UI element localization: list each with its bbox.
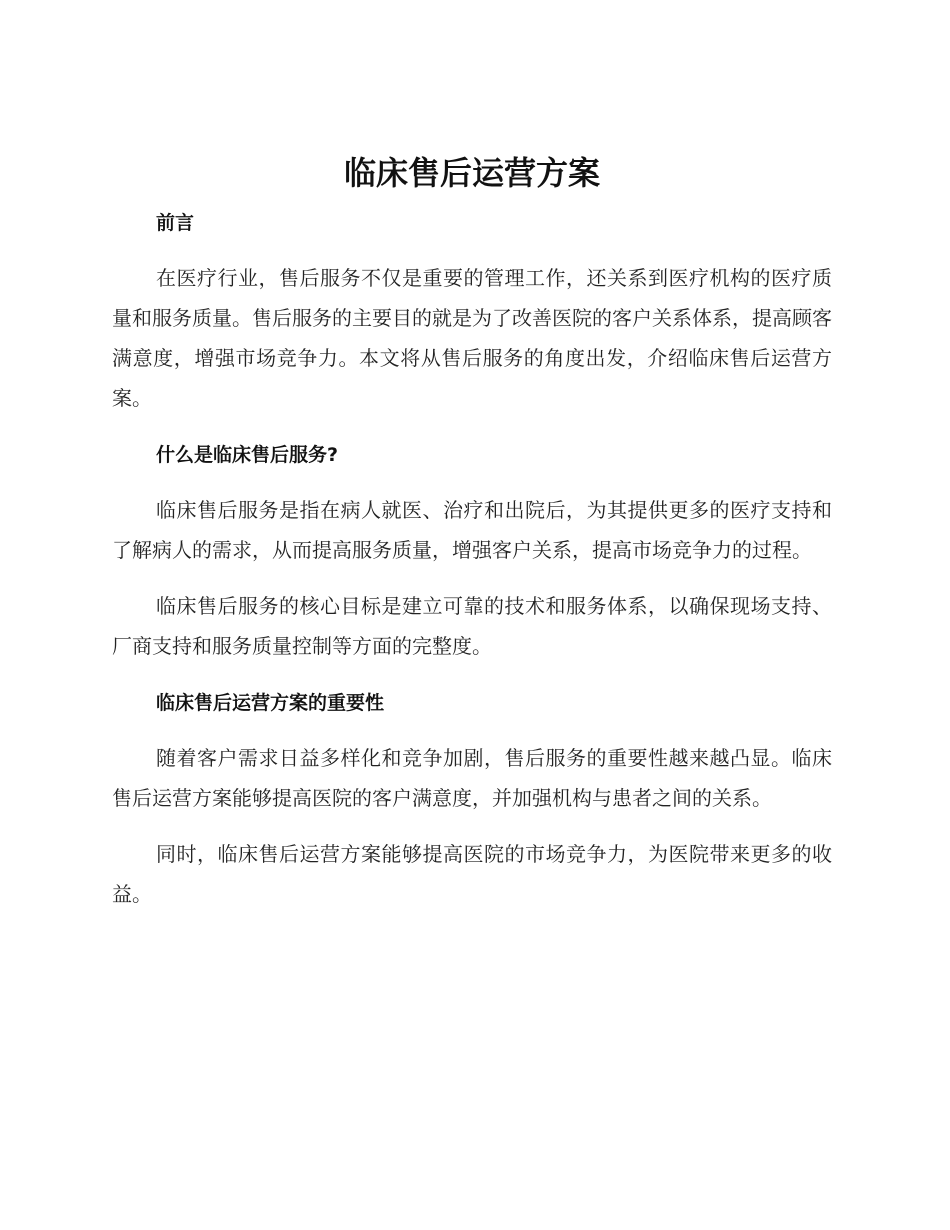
document-title: 临床售后运营方案 (343, 154, 600, 192)
paragraph: 临床售后服务是指在病人就医、治疗和出院后，为其提供更多的医疗支持和了解病人的需求，从而提高服务质量，增强客户关系，提高市场竞争力的过程。 (112, 498, 832, 562)
section-heading-preface: 前言 (156, 212, 195, 234)
paragraph: 在医疗行业，售后服务不仅是重要的管理工作，还关系到医疗机构的医疗质量和服务质量。售后服务的主要目的就是为了改善医院的客户关系体系，提高顾客满意度，增强市场竞争力。本文将从售后服务的角度出发，介绍临床售后运营方案。 (112, 266, 832, 410)
paragraph: 随着客户需求日益多样化和竞争加剧，售后服务的重要性越来越凸显。临床售后运营方案能够提高医院的客户满意度，并加强机构与患者之间的关系。 (112, 746, 832, 810)
section-heading-what-is-service: 什么是临床售后服务? (156, 444, 339, 466)
section-heading-importance: 临床售后运营方案的重要性 (156, 692, 385, 714)
document-body (112, 150, 832, 914)
paragraph: 临床售后服务的核心目标是建立可靠的技术和服务体系，以确保现场支持、厂商支持和服务质量控制等方面的完整度。 (112, 594, 832, 658)
paragraph: 同时，临床售后运营方案能够提高医院的市场竞争力，为医院带来更多的收益。 (112, 842, 832, 906)
